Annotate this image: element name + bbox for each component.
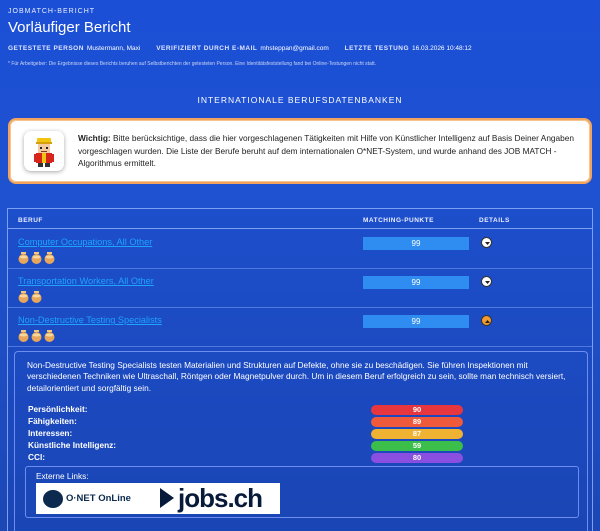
pot-icon [44, 252, 55, 264]
column-header-points: MATCHING-PUNKTE [363, 217, 434, 224]
notice-strong: Wichtig: [78, 133, 111, 143]
external-links-logos [36, 483, 280, 514]
details-toggle-button[interactable] [481, 237, 492, 248]
external-links-label: Externe Links: [36, 471, 89, 481]
table-row [8, 308, 592, 347]
chevron-up-icon [483, 317, 492, 326]
pot-icon [18, 291, 29, 303]
column-header-details: DETAILS [479, 217, 510, 224]
metric-label: Fähigkeiten: [28, 416, 77, 426]
metric-score-badge: 80 [371, 453, 463, 463]
report-meta [8, 45, 592, 52]
chevron-down-icon [483, 239, 492, 248]
pot-icon [44, 330, 55, 342]
employer-note: * Für Arbeitgeber: Die Ergebnisse dieses Berichts beruhen auf Selbstberichten der getesteten Person. Eine Identitätsfeststellung fand bei Online-Testungen nicht statt. [8, 61, 376, 67]
metric-row [25, 404, 585, 416]
metric-label: Künstliche Intelligenz: [28, 440, 117, 450]
metric-label: Persönlichkeit: [28, 404, 88, 414]
matching-score: 99 [363, 315, 469, 328]
meta-value-email: mhsteppan@gmail.com [260, 45, 329, 52]
jobs-ch-logo-text: jobs.ch [178, 483, 263, 513]
metric-score-badge: 89 [371, 417, 463, 427]
metric-score-badge: 59 [371, 441, 463, 451]
play-arrow-icon [159, 487, 175, 509]
metric-row [25, 452, 585, 464]
meta-key-date: LETZTE TESTUNG [344, 45, 410, 52]
notice-body: Bitte berücksichtige, dass die hier vorgeschlagenen Tätigkeiten mit Hilfe von Künstlicher Intelligenz auf Basis Deiner Angaben vorgeschlagen wurden. Die Liste der Berufe beruht auf dem internationalen O*NET-System, und wurde anhand des JOB MATCH - Algorithmus ermittelt. [78, 133, 575, 168]
job-link[interactable]: Non-Destructive Testing Specialists [18, 315, 162, 325]
metric-score-badge: 90 [371, 405, 463, 415]
meta-key-email: VERIFIZIERT DURCH E-MAIL [156, 45, 258, 52]
table-row [8, 269, 592, 308]
job-link[interactable]: Transportation Workers, All Other [18, 276, 154, 286]
metric-row [25, 440, 585, 452]
onet-logo-text: O·NET OnLine [66, 493, 131, 504]
column-header-job: BERUF [18, 217, 43, 224]
pot-icon [18, 252, 29, 264]
metric-row [25, 428, 585, 440]
onet-online-link[interactable] [38, 486, 150, 512]
job-description: Non-Destructive Testing Specialists testen Materialien und Strukturen auf Defekte, ohne sie zu beschädigen. Sie führen Inspektionen mit verschiedenen Techniken wie Ultraschall, Röntgen oder Magnetpulver durch. Um in diesem Beruf erfolgreich zu sein, sollte man technisch versiert, detailorientiert und sorgfältig sein. [27, 360, 566, 393]
section-title: INTERNATIONALE BERUFSDATENBANKEN [197, 95, 403, 105]
matching-score: 99 [363, 237, 469, 250]
metric-label: Interessen: [28, 428, 73, 438]
worker-avatar-icon [24, 131, 64, 171]
meta-value-person: Mustermann, Maxi [86, 45, 141, 52]
results-table [7, 208, 593, 531]
chevron-down-icon [483, 278, 492, 287]
jobs-ch-link[interactable] [158, 483, 280, 514]
report-header [0, 0, 600, 82]
meta-value-date: 16.03.2026 10:48:12 [412, 45, 472, 52]
metric-row [25, 416, 585, 428]
pot-icon [31, 291, 42, 303]
table-row [8, 230, 592, 269]
external-links [25, 466, 579, 518]
pot-icon [18, 330, 29, 342]
page-title: Vorläufiger Bericht [8, 19, 131, 36]
job-link[interactable]: Computer Occupations, All Other [18, 237, 153, 247]
table-header [8, 209, 592, 229]
details-toggle-button[interactable] [481, 276, 492, 287]
meta-key-person: GETESTETE PERSON [8, 45, 84, 52]
pot-icon [31, 252, 42, 264]
report-kicker: JOBMATCH-BERICHT [8, 8, 96, 15]
matching-score: 99 [363, 276, 469, 289]
notice-text [78, 132, 578, 170]
onet-logo-icon [43, 490, 63, 508]
metric-label: CCI: [28, 452, 46, 462]
important-notice-card [8, 118, 592, 184]
job-details-panel [14, 351, 588, 531]
metric-score-badge: 87 [371, 429, 463, 439]
pot-icon [31, 330, 42, 342]
details-toggle-button[interactable] [481, 315, 492, 326]
